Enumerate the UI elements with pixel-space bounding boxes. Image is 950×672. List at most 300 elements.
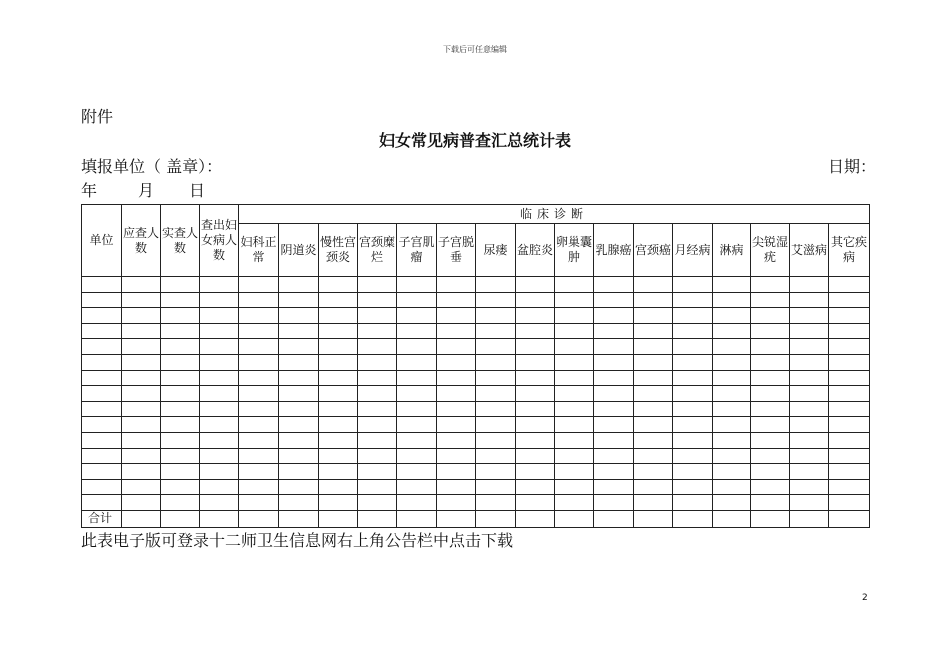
table-cell	[516, 417, 555, 433]
table-cell	[790, 370, 829, 386]
table-cell	[319, 308, 358, 324]
table-cell	[634, 464, 673, 480]
table-cell	[122, 495, 161, 511]
table-cell	[594, 495, 634, 511]
page-title: 妇女常见病普查汇总统计表	[378, 131, 571, 150]
table-cell	[279, 495, 319, 511]
table-cell	[358, 510, 397, 527]
table-cell	[397, 277, 437, 293]
table-cell	[239, 417, 279, 433]
table-cell	[713, 401, 751, 417]
col-diagnosis: 盆腔炎	[516, 224, 555, 277]
table-cell	[437, 354, 476, 370]
table-cell	[319, 370, 358, 386]
table-cell	[319, 277, 358, 293]
table-cell	[437, 323, 476, 339]
table-cell	[122, 479, 161, 495]
table-cell	[122, 417, 161, 433]
table-cell	[516, 339, 555, 355]
table-cell	[751, 386, 790, 402]
table-cell	[634, 277, 673, 293]
table-cell	[634, 323, 673, 339]
table-cell	[751, 277, 790, 293]
table-cell	[790, 354, 829, 370]
table-cell	[397, 448, 437, 464]
table-cell	[122, 370, 161, 386]
table-cell	[713, 386, 751, 402]
col-diagnosis: 尿瘘	[476, 224, 516, 277]
table-cell	[516, 323, 555, 339]
table-cell	[751, 464, 790, 480]
col-diagnosis: 其它疾病	[829, 224, 870, 277]
table-cell	[437, 510, 476, 527]
table-cell	[673, 495, 713, 511]
table-cell	[634, 417, 673, 433]
table-cell	[594, 354, 634, 370]
table-cell	[751, 323, 790, 339]
col-diagnosis: 宫颈癌	[634, 224, 673, 277]
table-cell	[634, 448, 673, 464]
table-cell	[673, 277, 713, 293]
table-cell	[279, 464, 319, 480]
table-cell	[122, 432, 161, 448]
table-cell	[319, 292, 358, 308]
table-cell	[713, 448, 751, 464]
table-cell	[358, 464, 397, 480]
table-cell	[397, 432, 437, 448]
table-cell	[476, 370, 516, 386]
col-unit: 单位	[82, 205, 122, 277]
table-cell	[751, 495, 790, 511]
table-cell	[239, 292, 279, 308]
table-cell	[790, 339, 829, 355]
table-cell	[239, 464, 279, 480]
table-cell	[437, 464, 476, 480]
table-cell	[437, 386, 476, 402]
total-row	[82, 510, 870, 527]
table-cell	[713, 370, 751, 386]
table-cell	[319, 432, 358, 448]
table-cell	[161, 495, 200, 511]
table-cell	[397, 479, 437, 495]
table-cell	[122, 401, 161, 417]
table-cell	[713, 277, 751, 293]
table-cell	[634, 354, 673, 370]
table-cell	[200, 370, 239, 386]
table-cell	[555, 417, 594, 433]
table-cell	[82, 292, 122, 308]
table-cell	[82, 479, 122, 495]
table-cell	[829, 464, 870, 480]
table-cell	[239, 339, 279, 355]
table-cell	[279, 417, 319, 433]
table-cell	[319, 479, 358, 495]
table-cell	[673, 432, 713, 448]
table-cell	[397, 339, 437, 355]
table-cell	[516, 308, 555, 324]
table-cell	[476, 339, 516, 355]
table-cell	[397, 308, 437, 324]
table-cell	[161, 448, 200, 464]
table-cell	[673, 339, 713, 355]
fill-unit-label: 填报单位（ 盖章）：	[81, 157, 223, 176]
table-cell	[319, 354, 358, 370]
table-cell	[122, 448, 161, 464]
table-cell	[829, 417, 870, 433]
table-cell	[82, 370, 122, 386]
table-cell	[673, 386, 713, 402]
table-cell	[634, 432, 673, 448]
table-cell	[437, 370, 476, 386]
table-cell	[122, 339, 161, 355]
table-cell	[555, 354, 594, 370]
table-row	[82, 308, 870, 324]
table-cell	[161, 510, 200, 527]
table-cell	[358, 386, 397, 402]
table-cell	[751, 479, 790, 495]
table-cell	[516, 464, 555, 480]
table-cell	[790, 277, 829, 293]
table-row	[82, 417, 870, 433]
table-row	[82, 464, 870, 480]
table-cell	[161, 339, 200, 355]
table-cell	[239, 448, 279, 464]
table-cell	[397, 464, 437, 480]
table-cell	[82, 339, 122, 355]
table-cell	[634, 308, 673, 324]
table-cell	[200, 386, 239, 402]
table-cell	[829, 479, 870, 495]
table-cell	[239, 354, 279, 370]
table-cell	[594, 277, 634, 293]
col-expected: 应查人数	[122, 205, 161, 277]
table-cell	[476, 323, 516, 339]
table-row	[82, 292, 870, 308]
table-cell	[673, 323, 713, 339]
table-cell	[555, 308, 594, 324]
attachment-label: 附件	[81, 107, 114, 126]
table-cell	[358, 479, 397, 495]
col-diagnosis: 宫颈糜烂	[358, 224, 397, 277]
table-cell	[239, 277, 279, 293]
table-cell	[713, 339, 751, 355]
col-group-clinical: 临床诊断	[239, 205, 870, 224]
table-cell	[437, 277, 476, 293]
table-cell	[200, 323, 239, 339]
table-cell	[751, 354, 790, 370]
table-cell	[516, 495, 555, 511]
table-cell	[829, 448, 870, 464]
table-cell	[751, 510, 790, 527]
col-diagnosis: 子宫脱垂	[437, 224, 476, 277]
table-cell	[790, 308, 829, 324]
table-cell	[122, 510, 161, 527]
table-row	[82, 370, 870, 386]
table-cell	[200, 464, 239, 480]
table-cell	[122, 464, 161, 480]
footer-note: 此表电子版可登录十二师卫生信息网右上角公告栏中点击下载	[81, 531, 514, 550]
table-cell	[713, 292, 751, 308]
table-cell	[476, 417, 516, 433]
table-cell	[713, 495, 751, 511]
table-cell	[200, 417, 239, 433]
table-cell	[829, 510, 870, 527]
table-cell	[516, 277, 555, 293]
table-cell	[437, 292, 476, 308]
table-cell	[397, 510, 437, 527]
table-cell	[673, 308, 713, 324]
table-cell	[161, 292, 200, 308]
table-row	[82, 401, 870, 417]
table-cell	[200, 495, 239, 511]
table-cell	[358, 354, 397, 370]
table-cell	[437, 401, 476, 417]
table-cell	[555, 464, 594, 480]
table-cell	[476, 354, 516, 370]
table-cell	[829, 370, 870, 386]
table-cell	[594, 323, 634, 339]
table-cell	[358, 417, 397, 433]
table-cell	[161, 479, 200, 495]
table-cell	[829, 308, 870, 324]
table-cell	[594, 292, 634, 308]
table-cell	[790, 417, 829, 433]
table-row	[82, 495, 870, 511]
table-cell	[397, 354, 437, 370]
table-cell	[319, 510, 358, 527]
table-cell	[82, 417, 122, 433]
table-cell	[790, 510, 829, 527]
table-cell	[476, 432, 516, 448]
table-cell	[200, 339, 239, 355]
table-cell	[829, 386, 870, 402]
table-cell	[82, 495, 122, 511]
table-cell	[319, 339, 358, 355]
table-cell	[279, 386, 319, 402]
table-row	[82, 386, 870, 402]
table-cell	[829, 401, 870, 417]
table-cell	[200, 292, 239, 308]
col-diagnosis: 乳腺癌	[594, 224, 634, 277]
table-cell	[555, 370, 594, 386]
table-cell	[594, 339, 634, 355]
table-cell	[161, 370, 200, 386]
table-cell	[673, 401, 713, 417]
table-cell	[82, 464, 122, 480]
table-cell	[122, 308, 161, 324]
table-cell	[594, 510, 634, 527]
table-cell	[200, 432, 239, 448]
table-cell	[200, 354, 239, 370]
table-cell	[594, 386, 634, 402]
table-cell	[790, 479, 829, 495]
table-cell	[397, 292, 437, 308]
table-cell	[437, 417, 476, 433]
table-cell	[751, 417, 790, 433]
table-cell	[239, 308, 279, 324]
table-cell	[239, 479, 279, 495]
table-cell	[713, 308, 751, 324]
table-cell	[713, 432, 751, 448]
table-cell	[516, 479, 555, 495]
table-cell	[279, 479, 319, 495]
col-diagnosis: 艾滋病	[790, 224, 829, 277]
table-cell	[634, 370, 673, 386]
table-cell	[239, 432, 279, 448]
table-cell	[751, 339, 790, 355]
table-cell	[161, 464, 200, 480]
table-cell	[437, 432, 476, 448]
table-cell	[713, 417, 751, 433]
table-cell	[829, 495, 870, 511]
table-cell	[751, 308, 790, 324]
table-cell	[279, 432, 319, 448]
table-cell	[555, 339, 594, 355]
table-cell	[829, 354, 870, 370]
table-cell	[516, 354, 555, 370]
col-diagnosis: 尖锐湿疣	[751, 224, 790, 277]
table-cell	[555, 386, 594, 402]
col-diagnosis: 慢性宫颈炎	[319, 224, 358, 277]
table-cell	[319, 323, 358, 339]
table-cell	[634, 401, 673, 417]
col-diagnosis: 阴道炎	[279, 224, 319, 277]
table-cell	[634, 386, 673, 402]
table-cell	[634, 292, 673, 308]
table-cell	[279, 277, 319, 293]
table-cell	[790, 448, 829, 464]
table-cell	[397, 370, 437, 386]
table-cell	[673, 479, 713, 495]
table-cell	[239, 510, 279, 527]
table-cell	[200, 510, 239, 527]
table-cell	[358, 339, 397, 355]
col-actual: 实查人数	[161, 205, 200, 277]
table-cell	[358, 495, 397, 511]
table-cell	[594, 370, 634, 386]
table-cell	[673, 354, 713, 370]
table-cell	[516, 448, 555, 464]
table-cell	[555, 277, 594, 293]
table-cell	[555, 479, 594, 495]
table-cell	[239, 401, 279, 417]
table-cell	[358, 323, 397, 339]
table-cell	[476, 386, 516, 402]
table-cell	[790, 464, 829, 480]
table-cell	[790, 495, 829, 511]
table-cell	[397, 323, 437, 339]
table-cell	[476, 308, 516, 324]
table-cell	[319, 386, 358, 402]
table-cell	[239, 495, 279, 511]
table-cell	[829, 277, 870, 293]
table-cell	[358, 401, 397, 417]
table-cell	[279, 510, 319, 527]
table-row	[82, 432, 870, 448]
table-cell	[594, 479, 634, 495]
table-cell	[516, 510, 555, 527]
table-cell	[200, 401, 239, 417]
table-cell	[122, 386, 161, 402]
table-cell	[476, 479, 516, 495]
date-month: 月	[138, 181, 155, 200]
table-cell	[516, 432, 555, 448]
table-cell	[673, 510, 713, 527]
table-cell	[476, 292, 516, 308]
table-cell	[319, 495, 358, 511]
table-cell	[82, 448, 122, 464]
table-cell	[397, 417, 437, 433]
table-cell	[319, 464, 358, 480]
table-cell	[594, 417, 634, 433]
table-cell	[82, 386, 122, 402]
table-cell	[476, 510, 516, 527]
table-cell	[239, 323, 279, 339]
table-cell	[594, 401, 634, 417]
date-day: 日	[189, 181, 206, 200]
total-label: 合计	[82, 510, 122, 527]
table-row	[82, 479, 870, 495]
date-label: 日期：	[828, 157, 877, 176]
table-cell	[397, 401, 437, 417]
table-cell	[555, 401, 594, 417]
table-cell	[200, 448, 239, 464]
col-diagnosis: 妇科正常	[239, 224, 279, 277]
col-diagnosis: 月经病	[673, 224, 713, 277]
table-cell	[516, 292, 555, 308]
table-cell	[82, 323, 122, 339]
table-cell	[437, 448, 476, 464]
table-cell	[437, 479, 476, 495]
table-cell	[161, 432, 200, 448]
table-cell	[555, 510, 594, 527]
table-cell	[476, 464, 516, 480]
table-cell	[437, 308, 476, 324]
table-row	[82, 323, 870, 339]
table-cell	[161, 323, 200, 339]
table-cell	[634, 510, 673, 527]
table-row	[82, 339, 870, 355]
table-cell	[358, 432, 397, 448]
table-cell	[634, 339, 673, 355]
table-cell	[790, 432, 829, 448]
table-cell	[82, 432, 122, 448]
table-cell	[82, 354, 122, 370]
table-cell	[279, 370, 319, 386]
table-cell	[713, 464, 751, 480]
table-cell	[829, 432, 870, 448]
col-found: 查出妇女病人数	[200, 205, 239, 277]
table-cell	[516, 370, 555, 386]
table-cell	[829, 292, 870, 308]
table-cell	[516, 386, 555, 402]
table-cell	[82, 401, 122, 417]
table-cell	[122, 354, 161, 370]
header-note: 下载后可任意编辑	[443, 45, 507, 54]
table-cell	[829, 323, 870, 339]
table-cell	[279, 339, 319, 355]
table-cell	[673, 370, 713, 386]
table-cell	[239, 386, 279, 402]
table-cell	[476, 448, 516, 464]
col-diagnosis: 子宫肌瘤	[397, 224, 437, 277]
table-cell	[161, 308, 200, 324]
table-cell	[751, 401, 790, 417]
table-cell	[319, 417, 358, 433]
table-cell	[555, 432, 594, 448]
table-cell	[751, 370, 790, 386]
table-cell	[751, 292, 790, 308]
